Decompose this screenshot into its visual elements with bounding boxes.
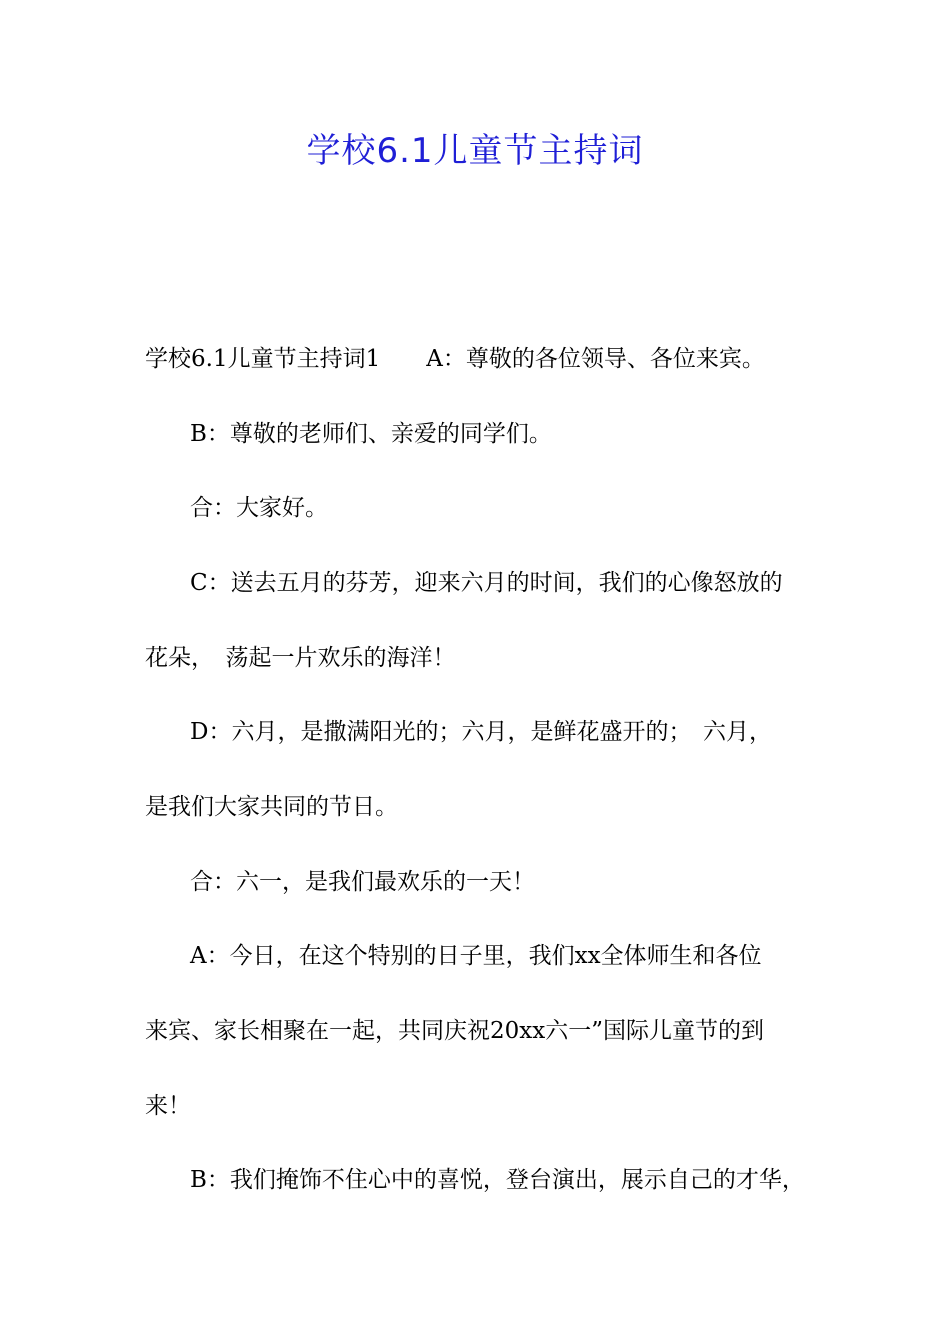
paragraph-line: 来！ — [145, 1093, 191, 1119]
paragraph-line: D：六月，是撒满阳光的；六月，是鲜花盛开的； 六月， — [190, 719, 772, 745]
paragraph-line: 学校6.1儿童节主持词1 A：尊敬的各位领导、各位来宾。 — [145, 346, 765, 372]
paragraph-line: 花朵， 荡起一片欢乐的海洋！ — [145, 645, 456, 671]
paragraph-line: B：我们掩饰不住心中的喜悦，登台演出，展示自己的才华， — [190, 1167, 805, 1193]
paragraph-line: A：今日，在这个特别的日子里，我们xx全体师生和各位 — [190, 943, 762, 969]
document-title: 学校6.1儿童节主持词 — [306, 131, 644, 171]
paragraph-line: 来宾、家长相聚在一起，共同庆祝20xx六一”国际儿童节的到 — [145, 1018, 764, 1044]
paragraph-line: B：尊敬的老师们、亲爱的同学们。 — [190, 421, 552, 447]
paragraph-line: 是我们大家共同的节日。 — [145, 794, 398, 820]
paragraph-line: C：送去五月的芬芳，迎来六月的时间，我们的心像怒放的 — [190, 570, 783, 596]
paragraph-line: 合：六一，是我们最欢乐的一天！ — [190, 869, 535, 895]
paragraph-line: 合：大家好。 — [190, 495, 328, 521]
